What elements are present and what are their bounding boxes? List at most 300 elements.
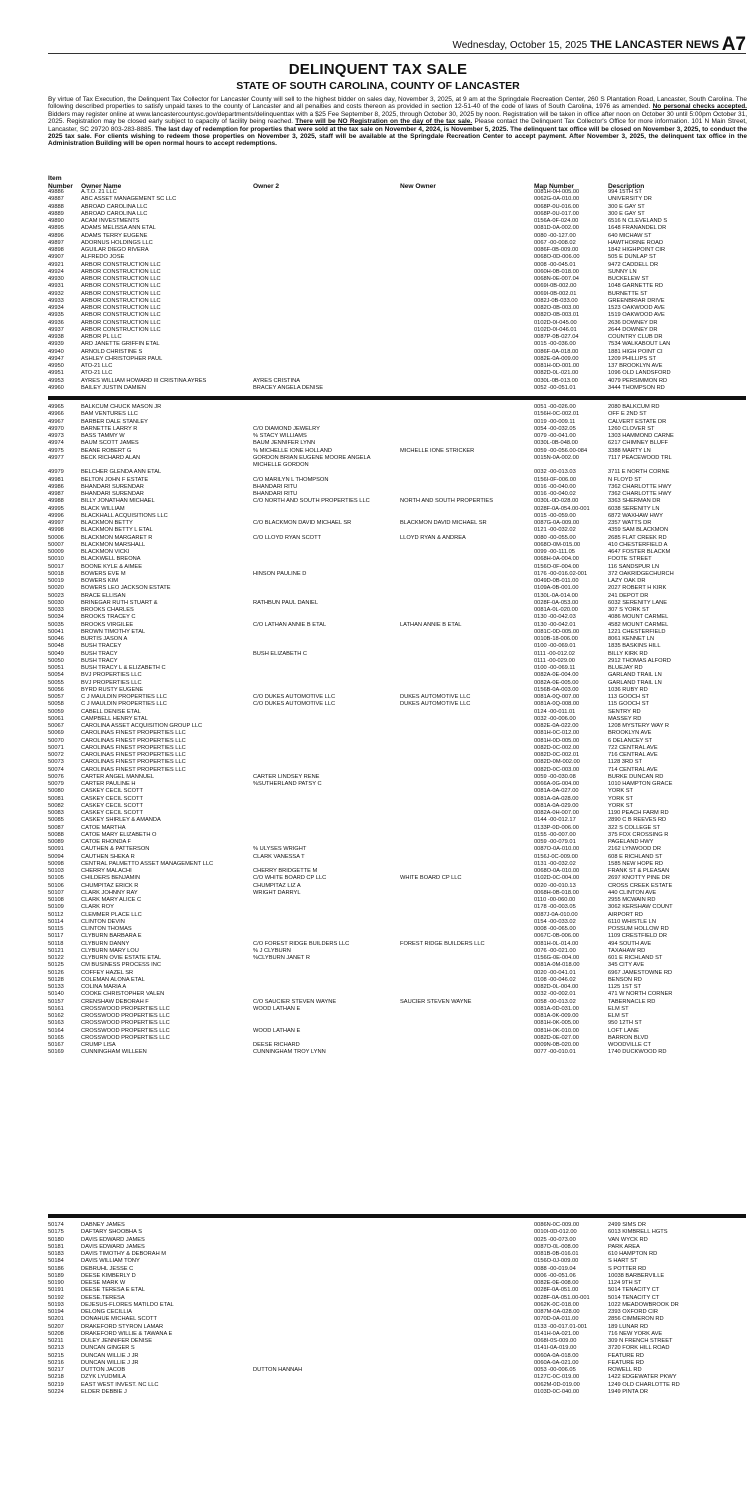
cell-item-number: 49939 bbox=[48, 341, 64, 348]
cell-owner-name: BLACKMON BETTY L ETAL bbox=[81, 527, 153, 534]
cell-item-number: 50218 bbox=[48, 1374, 64, 1381]
table-row bbox=[48, 477, 746, 484]
cell-map-number: 0131 -00-032.02 bbox=[534, 860, 576, 867]
cell-item-number: 50009 bbox=[48, 549, 64, 555]
cell-owner-name: BELCHER GLENDA ANN ETAL bbox=[81, 469, 162, 476]
cell-owner-name: ABC ASSET MANAGEMENT SC LLC bbox=[81, 196, 177, 203]
cell-owner-2: HINSON PAULINE D bbox=[253, 570, 307, 577]
cell-description: 950 12TH ST bbox=[608, 1020, 642, 1027]
table-row bbox=[48, 796, 746, 803]
cell-item-number: 50061 bbox=[48, 715, 64, 722]
cell-map-number: 0068H-0B-018.00 bbox=[534, 889, 579, 896]
cell-map-number: 0103D-0C-040.00 bbox=[534, 1388, 580, 1395]
table-row bbox=[48, 469, 746, 476]
cell-description: 3062 KERSHAW COUNT bbox=[608, 904, 673, 911]
cell-map-number: 0081H-0C-012.00 bbox=[534, 730, 580, 737]
cell-owner-name: CASKEY CECIL SCOTT bbox=[81, 795, 143, 802]
cell-owner-name: CATOE MARTHA bbox=[81, 824, 126, 831]
cell-owner-2: DUTTON HANNAH bbox=[253, 1367, 303, 1373]
cell-owner-name: CLYBURN MARY LOU bbox=[81, 947, 139, 954]
table-row bbox=[48, 1367, 746, 1374]
cell-item-number: 50094 bbox=[48, 853, 64, 860]
cell-description: 494 SOUTH AVE bbox=[608, 940, 652, 947]
cell-item-number: 50070 bbox=[48, 737, 64, 744]
cell-owner-name: BURTIS JASON A bbox=[81, 636, 128, 642]
table-row bbox=[48, 723, 746, 730]
cell-item-number: 50126 bbox=[48, 969, 64, 976]
col-description: Description bbox=[608, 182, 645, 190]
cell-map-number: 0081A-0D-031.00 bbox=[534, 1005, 579, 1012]
cell-owner-name: DEESE KIMBERLY D bbox=[81, 1272, 136, 1279]
cell-owner-name: BUSH TRACY bbox=[81, 650, 118, 657]
cell-owner-name: BOONE KYLE & AIMEE bbox=[81, 563, 143, 570]
cell-description: LOFT LANE bbox=[608, 1027, 639, 1034]
cell-item-number: 50118 bbox=[48, 940, 64, 947]
cell-item-number: 50071 bbox=[48, 744, 64, 751]
cell-item-number: 50059 bbox=[48, 708, 64, 715]
cell-owner-2: C/O DUKES AUTOMOTIVE LLC bbox=[253, 694, 336, 700]
cell-description: 8061 KENNET LN bbox=[608, 636, 655, 642]
cell-description: 375 FOX CROSSING R bbox=[608, 831, 669, 838]
cell-owner-name: DELONG CECILLIA bbox=[81, 1309, 132, 1315]
cell-description: 322 S COLLEGE ST bbox=[608, 824, 661, 831]
table-row bbox=[48, 513, 746, 520]
masthead-rule bbox=[48, 53, 746, 54]
cell-owner-name: BRACE ELLISAN bbox=[81, 592, 126, 599]
cell-description: ELM ST bbox=[608, 1005, 629, 1012]
cell-item-number: 50023 bbox=[48, 592, 64, 599]
cell-owner-2: %CLYBURN JANET R bbox=[253, 955, 310, 961]
table-row bbox=[48, 1302, 746, 1309]
cell-owner-name: BLACKMON VICKI bbox=[81, 549, 130, 555]
table-row bbox=[48, 861, 746, 868]
cell-map-number: 0030L-0B-013.00 bbox=[534, 377, 578, 384]
cell-item-number: 50161 bbox=[48, 1005, 64, 1012]
cell-item-number: 49977 bbox=[48, 454, 64, 461]
cell-description: 722 CENTRAL AVE bbox=[608, 744, 658, 751]
cell-owner-name: CASKEY CECIL SCOTT bbox=[81, 788, 143, 795]
cell-item-number: 50035 bbox=[48, 621, 64, 628]
cell-item-number: 50190 bbox=[48, 1280, 64, 1286]
cell-owner-name: DRAKEFORD WILLIE & TAWANA E bbox=[81, 1330, 173, 1337]
cell-map-number: 0154 -00-033.02 bbox=[534, 918, 576, 925]
table-row bbox=[48, 752, 746, 759]
cell-owner-name: A.T.O. 21 LLC bbox=[81, 189, 117, 195]
table-row bbox=[48, 912, 746, 919]
cell-map-number: 0127C-0C-019.00 bbox=[534, 1374, 580, 1381]
table-row bbox=[48, 564, 746, 571]
cell-owner-name: CLYBURN BARBARA E bbox=[81, 933, 142, 940]
cell-owner-name: CUNNINGHAM WILLEEN bbox=[81, 1049, 147, 1056]
cell-item-number: 49965 bbox=[48, 404, 64, 410]
table-row bbox=[48, 1324, 746, 1331]
cell-owner-name: BROOKS TRACEY C bbox=[81, 614, 136, 621]
cell-map-number: 0102D-0I-046.01 bbox=[534, 326, 577, 333]
cell-map-number: 0176 -00-016.02-001 bbox=[534, 570, 588, 577]
table-row bbox=[48, 571, 746, 578]
table-row bbox=[48, 709, 746, 716]
cell-description: 189 LUNAR RD bbox=[608, 1323, 649, 1330]
cell-description: 640 MICHAW ST bbox=[608, 232, 652, 239]
cell-map-number: 0082D-0M-002.00 bbox=[534, 759, 580, 766]
cell-item-number: 50169 bbox=[48, 1049, 64, 1056]
table-row bbox=[48, 1049, 746, 1056]
table-row bbox=[48, 233, 746, 240]
cell-owner-name: CAROLINAS FINEST PROPERTIES LLC bbox=[81, 752, 186, 758]
cell-item-number: 50091 bbox=[48, 846, 64, 853]
cell-owner-name: BASS TAMMY W bbox=[81, 433, 125, 439]
col-item-top: Item bbox=[48, 175, 62, 182]
cell-item-number: 50049 bbox=[48, 650, 64, 657]
cell-description: 1125 1ST ST bbox=[608, 984, 641, 990]
table-row bbox=[48, 658, 746, 665]
cell-new-owner: LLOYD RYAN & ANDREA bbox=[400, 534, 466, 541]
cell-map-number: 0028F-0A-054.00-001 bbox=[534, 505, 590, 512]
cell-item-number: 49932 bbox=[48, 290, 64, 297]
table-row bbox=[48, 1374, 746, 1381]
cell-map-number: 0110 -00-060.00 bbox=[534, 897, 576, 903]
table-row bbox=[48, 1229, 746, 1236]
cell-map-number: 0032 -00-013.03 bbox=[534, 469, 576, 476]
table-row bbox=[48, 1309, 746, 1316]
cell-description: 6872 WAXHAW HWY bbox=[608, 512, 663, 519]
cell-description: 137 BROOKLYN AVE bbox=[608, 363, 663, 369]
cell-map-number: 0081A-0L-020.00 bbox=[534, 607, 578, 613]
cell-description: 1523 OAKWOOD AVE bbox=[608, 305, 665, 311]
table-row bbox=[48, 810, 746, 817]
cell-map-number: 0049D-0B-011.00 bbox=[534, 578, 579, 584]
cell-description: 4079 PERSIMMON RD bbox=[608, 377, 668, 384]
cell-map-number: 0080 -00-055.00 bbox=[534, 534, 576, 541]
cell-owner-name: ABROAD CAROLINA LLC bbox=[81, 203, 148, 210]
cell-description: 1585 NEW HOPE RD bbox=[608, 860, 663, 867]
cell-description: GREENBRIAR DRIVE bbox=[608, 297, 665, 304]
cell-item-number: 50073 bbox=[48, 759, 64, 766]
cell-item-number: 50216 bbox=[48, 1359, 64, 1366]
table-row bbox=[48, 218, 746, 225]
cell-owner-2: BHANDARI RITU bbox=[253, 491, 298, 497]
table-row bbox=[48, 643, 746, 650]
cell-description: 300 E GAY ST bbox=[608, 203, 645, 210]
table-row bbox=[48, 1258, 746, 1265]
cell-description: LAZY OAK DR bbox=[608, 578, 646, 584]
cell-owner-name: ATO-21 LLC bbox=[81, 370, 113, 377]
cell-item-number: 50114 bbox=[48, 918, 64, 925]
table-row bbox=[48, 1331, 746, 1338]
cell-owner-2: AYRES CRISTINA bbox=[253, 377, 300, 384]
cell-item-number: 49979 bbox=[48, 469, 64, 476]
table-row bbox=[48, 1338, 746, 1345]
cell-owner-name: AYRES WILLIAM HOWARD III CRISTINA AYRES bbox=[81, 377, 207, 384]
cell-item-number: 50174 bbox=[48, 1222, 64, 1228]
cell-description: 10038 BARBERVILLE bbox=[608, 1272, 665, 1279]
cell-owner-name: CHERRY MALACHI bbox=[81, 868, 132, 874]
cell-owner-name: DULEY JENNIFER DENISE bbox=[81, 1338, 153, 1344]
table-row bbox=[48, 926, 746, 933]
cell-description: BUCKELEW ST bbox=[608, 276, 649, 282]
cell-owner-name: ADAMS TERRY EUGENE bbox=[81, 232, 148, 239]
cell-owner-2: CARTER LINDSEY RENE bbox=[253, 773, 320, 780]
cell-description: 1124 9TH ST bbox=[608, 1280, 642, 1286]
cell-owner-2: C/O MARILYN L THOMPSON bbox=[253, 476, 329, 483]
cell-new-owner: DUKES AUTOMOTIVE LLC bbox=[400, 701, 471, 708]
cell-map-number: 0016 -00-040.02 bbox=[534, 491, 576, 497]
cell-description: 345 CITY AVE bbox=[608, 962, 645, 969]
cell-owner-2: C/O BLACKMON DAVID MICHAEL SR bbox=[253, 520, 352, 526]
cell-map-number: 0032 -00-002.01 bbox=[534, 991, 576, 998]
cell-item-number: 50157 bbox=[48, 998, 64, 1005]
cell-map-number: 0032 -00-006.00 bbox=[534, 715, 576, 722]
cell-map-number: 0067 -00-008.02 bbox=[534, 239, 576, 246]
cell-description: HAWTHORNE ROAD bbox=[608, 239, 664, 246]
cell-description: MASSEY RD bbox=[608, 715, 642, 722]
cell-map-number: 0081D-0A-002.00 bbox=[534, 225, 579, 232]
cell-item-number: 49966 bbox=[48, 411, 64, 418]
no-checks-notice: No personal checks accepted. bbox=[652, 103, 747, 111]
cell-map-number: 0082D-0C-002.01 bbox=[534, 752, 580, 758]
cell-owner-name: CLEMMER PLACE LLC bbox=[81, 911, 142, 918]
cell-map-number: 0081H-0H-005.00 bbox=[534, 189, 580, 195]
table-row bbox=[48, 356, 746, 363]
cell-map-number: 0025 -00-073.00 bbox=[534, 1236, 576, 1243]
table-row bbox=[48, 904, 746, 911]
cell-description: 2499 SIMS DR bbox=[608, 1222, 646, 1228]
cell-item-number: 50180 bbox=[48, 1236, 64, 1243]
cell-owner-name: BALKCUM CHUCK MASON JR bbox=[81, 404, 162, 410]
cell-owner-2: WRIGHT DARRYL bbox=[253, 889, 301, 896]
table-row bbox=[48, 419, 746, 426]
cell-map-number: 0178 -00-003.05 bbox=[534, 904, 576, 911]
cell-description: 3720 FORK HILL ROAD bbox=[608, 1345, 670, 1352]
table-row bbox=[48, 991, 746, 998]
cell-map-number: 0081A-0M-018.00 bbox=[534, 962, 580, 969]
cell-item-number: 50184 bbox=[48, 1258, 64, 1265]
cell-description: 1260 CLOVER ST bbox=[608, 425, 655, 432]
cell-description: 300 E GAY ST bbox=[608, 210, 645, 217]
table-row bbox=[48, 948, 746, 955]
cell-description: 1022 MEADOWBROOK DR bbox=[608, 1301, 679, 1308]
table-row bbox=[48, 868, 746, 875]
listing-section-3 bbox=[48, 1222, 746, 1396]
cell-owner-name: ARBOR CONSTRUCTION LLC bbox=[81, 312, 161, 319]
cell-description: FEATURE RD bbox=[608, 1352, 644, 1359]
cell-item-number: 49975 bbox=[48, 447, 64, 454]
cell-owner-name: ALFREDO JOSE bbox=[81, 254, 125, 261]
table-row bbox=[48, 1280, 746, 1287]
cell-map-number: 0082J-0B-033.00 bbox=[534, 297, 578, 304]
cell-description: BROOKLYN AVE bbox=[608, 730, 652, 737]
cell-map-number: 0062K-0C-018.00 bbox=[534, 1301, 579, 1308]
cell-map-number: 0133P-0D-006.00 bbox=[534, 824, 579, 831]
table-row bbox=[48, 411, 746, 418]
cell-item-number: 49896 bbox=[48, 232, 64, 239]
cell-description: AIRPORT RD bbox=[608, 911, 643, 918]
cell-description: ELM ST bbox=[608, 1013, 629, 1019]
cell-item-number: 50079 bbox=[48, 781, 64, 787]
cell-item-number: 49938 bbox=[48, 334, 64, 340]
cell-description: 3444 THOMPSON RD bbox=[608, 384, 665, 391]
cell-description: 4582 MOUNT CARMEL bbox=[608, 621, 669, 628]
cell-description: 471 W NORTH CORNER bbox=[608, 991, 673, 998]
cell-item-number: 49930 bbox=[48, 276, 64, 282]
cell-map-number: 0081H-0K-010.00 bbox=[534, 1027, 579, 1034]
cell-owner-name: BUSH TRACY L & ELIZABETH C bbox=[81, 665, 166, 671]
cell-item-number: 49890 bbox=[48, 218, 64, 224]
cell-owner-2: BRACEY ANGELA DENISE bbox=[253, 384, 324, 391]
cell-owner-2: % J CLYBURN bbox=[253, 947, 291, 954]
table-row bbox=[48, 984, 746, 991]
cell-item-number: 50192 bbox=[48, 1294, 64, 1301]
cell-owner-name: CAROLINAS FINEST PROPERTIES LLC bbox=[81, 766, 186, 773]
cell-description: 1109 CRESTFIELD DR bbox=[608, 933, 667, 940]
cell-item-number: 49987 bbox=[48, 491, 64, 497]
cell-item-number: 50048 bbox=[48, 643, 64, 650]
cell-owner-name: ARBOR CONSTRUCTION LLC bbox=[81, 268, 161, 275]
cell-description: 7117 PEACEWOOD TRL bbox=[608, 454, 672, 461]
cell-map-number: 0069I-0B-002.01 bbox=[534, 290, 577, 297]
table-row bbox=[48, 327, 746, 334]
cell-owner-name: CRUMP LISA bbox=[81, 1042, 116, 1048]
cell-owner-2: C/O WHITE BOARD CP LLC bbox=[253, 875, 327, 882]
cell-item-number: 50189 bbox=[48, 1272, 64, 1279]
cell-owner-name: COLEMAN ALONA ETAL bbox=[81, 976, 145, 983]
cell-owner-name: CROSSWOOD PROPERTIES LLC bbox=[81, 1013, 170, 1019]
table-row bbox=[48, 1345, 746, 1352]
cell-owner-name: DUNCAN WILLIE J JR bbox=[81, 1359, 139, 1366]
cell-owner-name: BOWERS KIM bbox=[81, 578, 118, 584]
cell-description: 6217 CHIMNEY BLUFF bbox=[608, 440, 668, 447]
cell-owner-name: BROOKS VIRGILEE bbox=[81, 621, 134, 628]
cell-owner-name: BOWERS EVE M bbox=[81, 570, 126, 577]
cell-owner-name: CLARK ROY bbox=[81, 904, 114, 911]
cell-item-number: 50193 bbox=[48, 1301, 64, 1308]
cell-owner-name: ARBOR CONSTRUCTION LLC bbox=[81, 319, 161, 326]
cell-description: 1842 HIGHPOINT CIR bbox=[608, 247, 666, 253]
cell-owner-name: C J MAULDIN PROPERTIES LLC bbox=[81, 694, 167, 700]
cell-item-number: 49953 bbox=[48, 377, 64, 384]
table-row bbox=[48, 520, 746, 527]
cell-owner-name: CAROLINAS FINEST PROPERTIES LLC bbox=[81, 744, 186, 751]
cell-description: 5014 TENACITY CT bbox=[608, 1294, 660, 1301]
cell-item-number: 50125 bbox=[48, 962, 64, 969]
listing-section-1 bbox=[48, 189, 746, 392]
table-row bbox=[48, 1020, 746, 1027]
cell-map-number: 0068N-0E-007.04 bbox=[534, 276, 579, 282]
cell-map-number: 0087O-0L-008.00 bbox=[534, 1243, 579, 1250]
table-row bbox=[48, 999, 746, 1006]
cell-item-number: 49936 bbox=[48, 319, 64, 326]
table-row bbox=[48, 897, 746, 904]
table-row bbox=[48, 269, 746, 276]
cell-map-number: 0109A-0B-001.00 bbox=[534, 585, 579, 592]
cell-description: 1835 BASKINS HILL bbox=[608, 643, 661, 650]
cell-owner-name: BLACKMON MARGARET R bbox=[81, 534, 153, 541]
cell-description: 1519 OAKWOOD AVE bbox=[608, 312, 665, 319]
table-row bbox=[48, 491, 746, 498]
cell-item-number: 49888 bbox=[48, 203, 64, 210]
cell-map-number: 0081C-0D-005.00 bbox=[534, 628, 580, 635]
cell-description: 7362 CHARLOTTE HWY bbox=[608, 491, 672, 497]
cell-description: 1128 3RD ST bbox=[608, 759, 643, 766]
cell-description: GARLAND TRAIL LN bbox=[608, 672, 662, 679]
table-row bbox=[48, 1237, 746, 1244]
cell-owner-name: BELTON JOHN F ESTATE bbox=[81, 476, 149, 483]
cell-map-number: 0060A-0A-021.00 bbox=[534, 1359, 579, 1366]
cell-map-number: 0076 -00-021.00 bbox=[534, 947, 576, 954]
table-row bbox=[48, 305, 746, 312]
cell-map-number: 0081H-0D-005.00 bbox=[534, 737, 580, 744]
table-row bbox=[48, 440, 746, 447]
table-row bbox=[48, 556, 746, 563]
cell-owner-name: CASKEY CECIL SCOTT bbox=[81, 810, 143, 816]
cell-description: PARK AREA bbox=[608, 1243, 640, 1250]
cell-owner-name: CLYBURN OVIE ESTATE ETAL bbox=[81, 955, 162, 961]
cell-item-number: 50128 bbox=[48, 976, 64, 983]
cell-owner-2: C/O DIAMOND JEWELRY bbox=[253, 425, 320, 432]
cell-description: GARLAND TRAIL LN bbox=[608, 679, 662, 686]
cell-map-number: 0081H-0L-014.00 bbox=[534, 940, 579, 947]
cell-owner-name: DAVIS WILLIAM TONY bbox=[81, 1258, 140, 1265]
cell-owner-name: BVJ PROPERTIES LLC bbox=[81, 679, 142, 686]
cell-owner-name: CATOE MARY ELIZABETH O bbox=[81, 831, 157, 838]
cell-owner-name: DAVIS EDWARD JAMES bbox=[81, 1243, 145, 1250]
cell-owner-2: WOOD LATHAN E bbox=[253, 1005, 301, 1012]
cell-owner-2: C/O NORTH AND SOUTH PROPERTIES LLC bbox=[253, 498, 370, 505]
cell-item-number: 50121 bbox=[48, 947, 64, 954]
cell-description: 1648 FRANANDEL DR bbox=[608, 225, 667, 232]
cell-description: N FLOYD ST bbox=[608, 476, 642, 483]
cell-owner-name: DEESE.TERESA bbox=[81, 1294, 125, 1301]
cell-owner-name: DEJESUS-FLORES MATILDO ETAL bbox=[81, 1301, 174, 1308]
cell-owner-name: CAROLINAS FINEST PROPERTIES LLC bbox=[81, 730, 186, 737]
cell-map-number: 0016 -00-040.00 bbox=[534, 483, 576, 490]
cell-map-number: 0079 -00-041.00 bbox=[534, 433, 576, 439]
cell-description: UNIVERSITY DR bbox=[608, 196, 652, 203]
cell-description: 1010 HAMPTON GRACE bbox=[608, 781, 673, 787]
cell-map-number: 0081A-0K-009.00 bbox=[534, 1013, 579, 1019]
cell-owner-name: CROSSWOOD PROPERTIES LLC bbox=[81, 1027, 170, 1034]
cell-item-number: 49897 bbox=[48, 239, 64, 246]
cell-item-number: 50162 bbox=[48, 1013, 64, 1019]
notice-intro bbox=[48, 96, 747, 148]
cell-description: PAGELAND HWY bbox=[608, 839, 654, 845]
cell-map-number: 0052 -00-051.01 bbox=[534, 384, 576, 391]
cell-map-number: 0068O-0M-015.00 bbox=[534, 541, 581, 548]
table-row bbox=[48, 883, 746, 890]
cell-owner-name: BLACKHALL ACQUISITIONS LLC bbox=[81, 512, 168, 519]
cell-map-number: 0082D-0L-004.00 bbox=[534, 984, 579, 990]
table-row bbox=[48, 622, 746, 629]
cell-owner-name: DRAKEFORD STYRON LAMAR bbox=[81, 1323, 164, 1330]
cell-owner-name: BROOKS CHARLES bbox=[81, 607, 134, 613]
cell-owner-2: BUSH ELIZABETH C bbox=[253, 650, 308, 657]
cell-owner-2: C/O FOREST RIDGE BUILDERS LLC bbox=[253, 940, 350, 947]
cell-owner-name: BLACKWELL BREONA bbox=[81, 556, 141, 563]
cell-owner-name: CAROLINAS FINEST PROPERTIES LLC bbox=[81, 759, 186, 766]
cell-owner-name: BYRD RUSTY EUGENE bbox=[81, 686, 144, 693]
cell-item-number: 50017 bbox=[48, 563, 64, 570]
cell-item-number: 50081 bbox=[48, 795, 64, 802]
cell-owner-name: BAILEY JUSTIN DAMIEN bbox=[81, 384, 147, 391]
cell-map-number: 0108 -00-046.02 bbox=[534, 976, 576, 983]
cell-owner-name: DAFTARY SHOOBHA S bbox=[81, 1229, 142, 1236]
cell-description: 6032 SERENITY LANE bbox=[608, 599, 668, 606]
cell-owner-2: C/O SAUCIER STEVEN WAYNE bbox=[253, 998, 337, 1005]
cell-map-number: 0068I-0S-009.00 bbox=[534, 1338, 577, 1344]
notice-title: DELINQUENT TAX SALE bbox=[288, 61, 468, 78]
cell-owner-name: CAROLINAS FINEST PROPERTIES LLC bbox=[81, 737, 186, 744]
cell-description: 2080 BALKCUM RD bbox=[608, 404, 660, 410]
